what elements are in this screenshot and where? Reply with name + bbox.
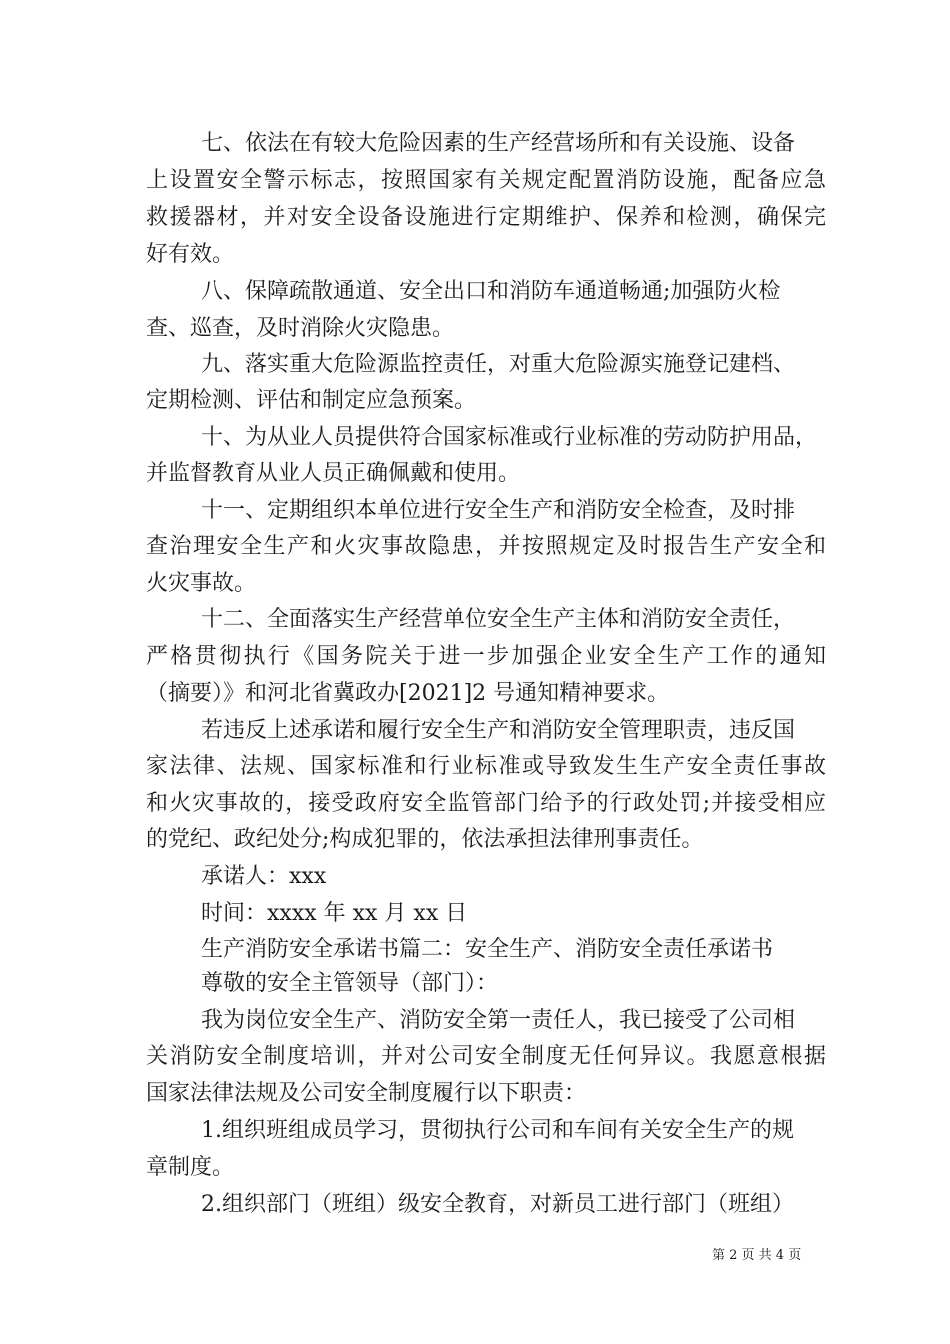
text-line: 查、巡查，及时消除火灾隐患。	[146, 316, 455, 341]
text-line: 2.组织部门（班组）级安全教育，对新员工进行部门（班组）	[201, 1192, 794, 1217]
text-line: 家法律、法规、国家标准和行业标准或导致发生生产安全责任事故	[146, 754, 826, 779]
text-line: 九、落实重大危险源监控责任，对重大危险源实施登记建档、	[201, 352, 796, 377]
text-line: 我为岗位安全生产、消防安全第一责任人，我已接受了公司相	[201, 1008, 796, 1033]
text-line: 并监督教育从业人员正确佩戴和使用。	[146, 461, 521, 486]
signatory-line: 承诺人：xxx	[201, 864, 327, 889]
text-line: 章制度。	[146, 1155, 235, 1180]
text-line: 好有效。	[146, 242, 235, 267]
text-line: 十一、定期组织本单位进行安全生产和消防安全检查，及时排	[201, 498, 796, 523]
text-line: 定期检测、评估和制定应急预案。	[146, 388, 477, 413]
text-line: 若违反上述承诺和履行安全生产和消防安全管理职责，违反国	[201, 718, 796, 743]
text-line: 1.组织班组成员学习，贯彻执行公司和车间有关安全生产的规	[201, 1118, 794, 1143]
text-line: 七、依法在有较大危险因素的生产经营场所和有关设施、设备	[201, 131, 796, 156]
text-line: 十二、全面落实生产经营单位安全生产主体和消防安全责任，	[201, 607, 796, 632]
text-line: 十、为从业人员提供符合国家标准或行业标准的劳动防护用品，	[201, 425, 818, 450]
text-line: 火灾事故。	[146, 571, 257, 596]
text-line: 严格贯彻执行《国务院关于进一步加强企业安全生产工作的通知	[146, 644, 826, 669]
text-line: 关消防安全制度培训，并对公司安全制度无任何异议。我愿意根据	[146, 1044, 826, 1069]
text-line: 和火灾事故的，接受政府安全监管部门给予的行政处罚;并接受相应	[146, 791, 826, 816]
section-title: 生产消防安全承诺书篇二：安全生产、消防安全责任承诺书	[201, 937, 774, 962]
text-line: 上设置安全警示标志，按照国家有关规定配置消防设施，配备应急	[146, 168, 826, 193]
text-line: 的党纪、政纪处分;构成犯罪的，依法承担法律刑事责任。	[146, 827, 704, 852]
text-line: 查治理安全生产和火灾事故隐患，并按照规定及时报告生产安全和	[146, 534, 826, 559]
text-line: 八、保障疏散通道、安全出口和消防车通道畅通;加强防火检	[201, 279, 781, 304]
text-line: 救援器材，并对安全设备设施进行定期维护、保养和检测，确保完	[146, 205, 826, 230]
date-line: 时间：xxxx 年 xx 月 xx 日	[201, 901, 468, 926]
text-line: 国家法律法规及公司安全制度履行以下职责：	[146, 1081, 587, 1106]
page-number: 第 2 页 共 4 页	[712, 1248, 802, 1263]
salutation: 尊敬的安全主管领导（部门）：	[201, 971, 499, 996]
text-line: （摘要）》和河北省冀政办[2021]2 号通知精神要求。	[146, 681, 670, 706]
